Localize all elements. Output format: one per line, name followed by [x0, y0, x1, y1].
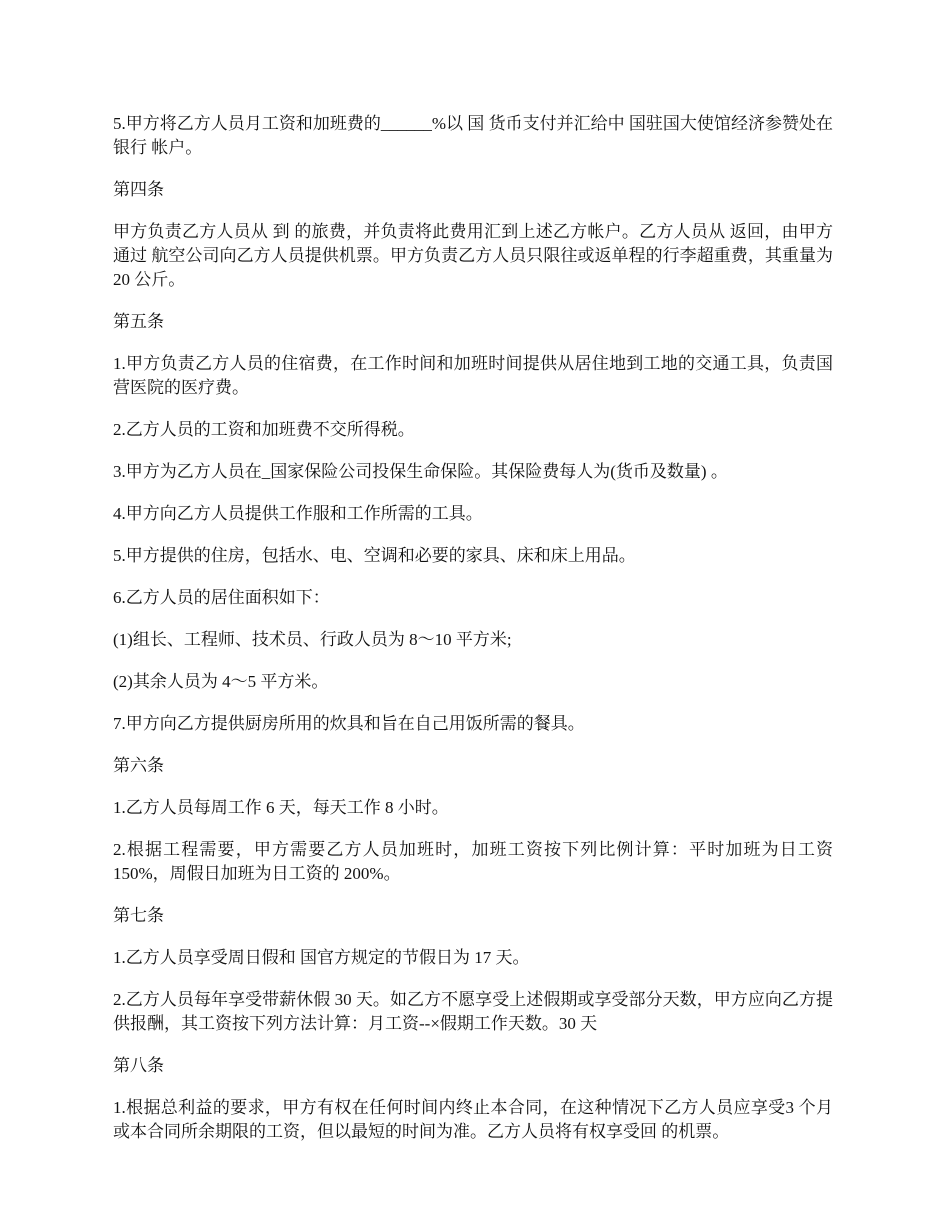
document-page: [113, 112, 833, 1162]
article-8-heading: 第八条: [113, 1056, 164, 1075]
paragraph-accommodation: 1.甲方负责乙方人员的住宿费，在工作时间和加班时间提供从居住地到工地的交通工具，负责国营医院的医疗费。: [113, 354, 833, 397]
article-4-heading: 第四条: [113, 180, 164, 199]
paragraph-work-clothes: 4.甲方向乙方人员提供工作服和工作所需的工具。: [113, 504, 483, 523]
paragraph-life-insurance: 3.甲方为乙方人员在_国家保险公司投保生命保险。其保险费每人为(货币及数量) 。: [113, 462, 728, 481]
paragraph-travel-expenses: 甲方负责乙方人员从 到 的旅费，并负责将此费用汇到上述乙方帐户。乙方人员从 返回，由甲方通过 航空公司向乙方人员提供机票。甲方负责乙方人员只限往或返单程的行李超重费，其重量为 20 公斤。: [113, 222, 833, 289]
paragraph-income-tax: 2.乙方人员的工资和加班费不交所得税。: [113, 420, 415, 439]
paragraph-living-area: 6.乙方人员的居住面积如下：: [113, 588, 330, 607]
paragraph-holidays: 1.乙方人员享受周日假和 国官方规定的节假日为 17 天。: [113, 948, 530, 967]
paragraph-wage-payment: 5.甲方将乙方人员月工资和加班费的______%以 国 货币支付并汇给中 国驻国大使馆经济参赞处在 银行 帐户。: [113, 114, 833, 157]
paragraph-kitchen: 7.甲方向乙方提供厨房所用的炊具和旨在自己用饭所需的餐具。: [113, 714, 585, 733]
paragraph-paid-leave: 2.乙方人员每年享受带薪休假 30 天。如乙方不愿享受上述假期或享受部分天数，甲方应向乙方提供报酬，其工资按下列方法计算：月工资--×假期工作天数。30 天: [113, 990, 833, 1033]
article-7-heading: 第七条: [113, 906, 164, 925]
paragraph-housing: 5.甲方提供的住房，包括水、电、空调和必要的家具、床和床上用品。: [113, 546, 636, 565]
paragraph-overtime: 2.根据工程需要，甲方需要乙方人员加班时，加班工资按下列比例计算：平时加班为日工资 150%，周假日加班为日工资的 200%。: [113, 840, 833, 883]
article-5-heading: 第五条: [113, 312, 164, 331]
paragraph-termination: 1.根据总利益的要求，甲方有权在任何时间内终止本合同，在这种情况下乙方人员应享受3 个月或本合同所余期限的工资，但以最短的时间为准。乙方人员将有权享受回 的机票。: [113, 1098, 833, 1141]
paragraph-area-others: (2)其余人员为 4～5 平方米。: [113, 672, 329, 691]
paragraph-working-hours: 1.乙方人员每周工作 6 天，每天工作 8 小时。: [113, 798, 449, 817]
paragraph-area-leaders: (1)组长、工程师、技术员、行政人员为 8～10 平方米;: [113, 630, 512, 649]
article-6-heading: 第六条: [113, 756, 164, 775]
